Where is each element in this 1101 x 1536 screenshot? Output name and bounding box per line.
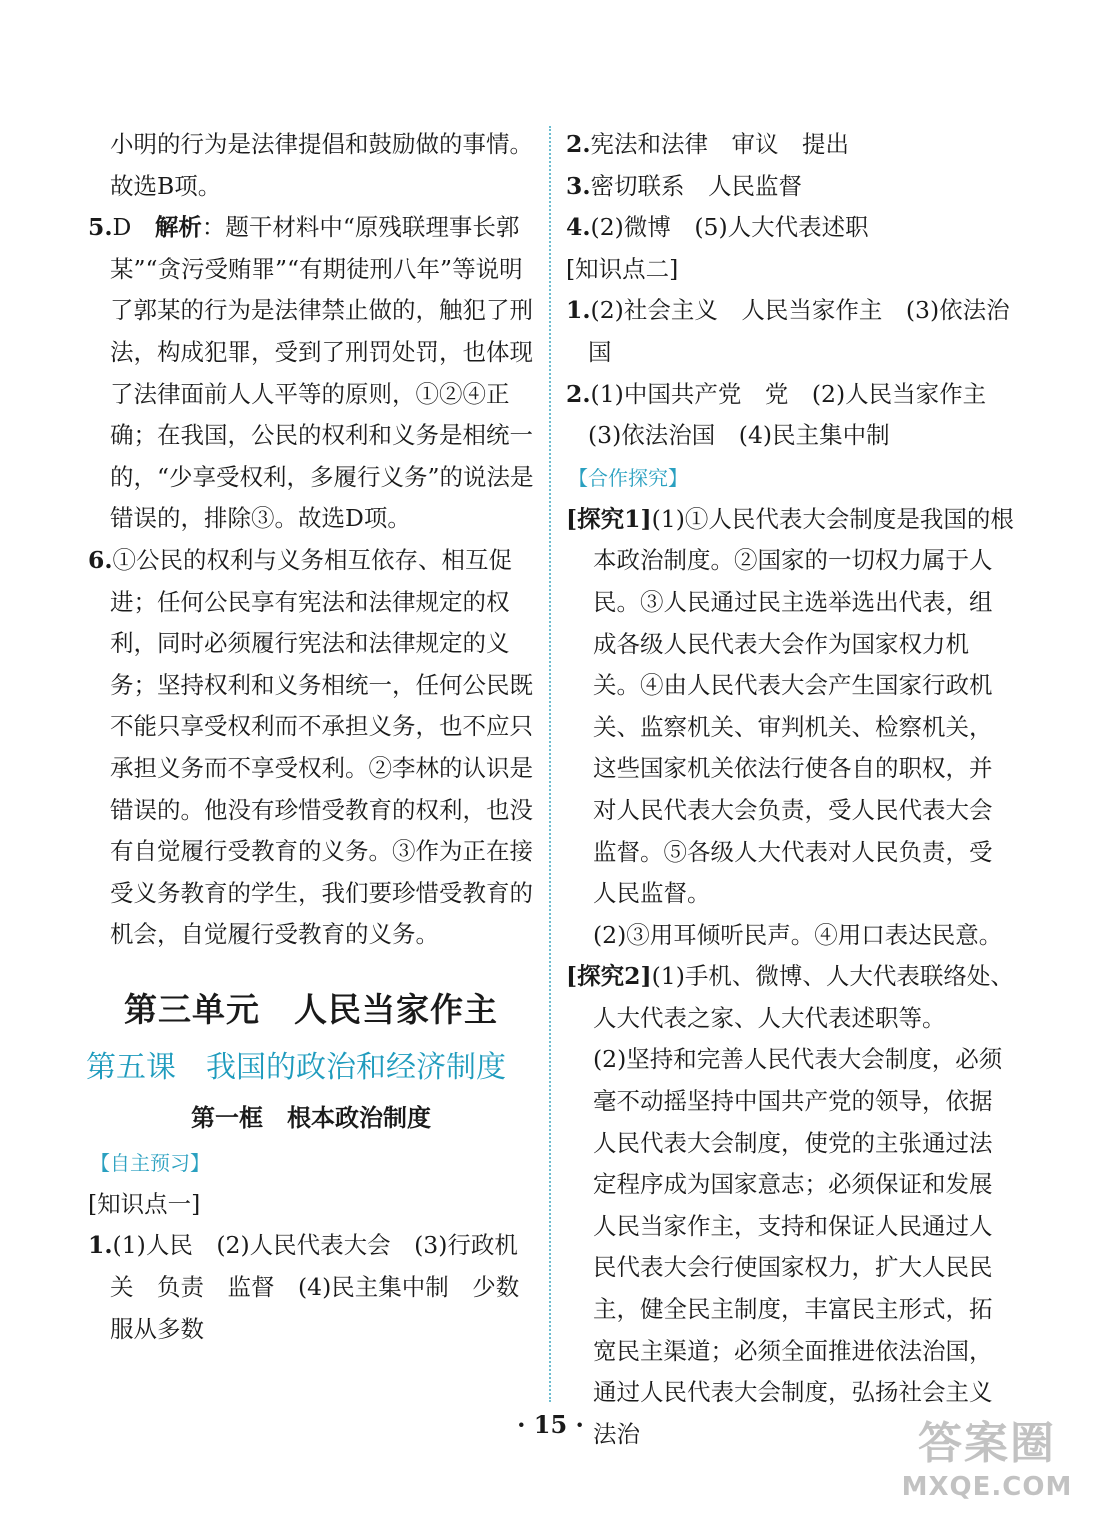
- right-column: [566, 124, 1014, 1455]
- answer-text: ①公民的权利与义务相互依存、相互促进；任何公民享有宪法和法律规定的权利，同时必须履行宪法和法律规定的义务；坚持权利和义务相统一，任何公民既不能只享受权利而不承担义务，也不应只承担义务而不享受权利。②李林的认识是错误的。他没有珍惜受教育的权利，也没有自觉履行受教育的义务。③作为正在接受义务教育的学生，我们要珍惜受教育的机会，自觉履行受教育的义务。: [110, 545, 533, 949]
- item-number: 2.: [566, 379, 591, 408]
- answer-choice: D: [112, 213, 132, 242]
- item-number: 3.: [566, 171, 591, 200]
- preview-answer-3: [566, 166, 1014, 208]
- explore-1: [566, 499, 1014, 915]
- answer-text: (2)微博 (5)人大代表述职: [590, 213, 869, 242]
- preview-answer-2: [566, 124, 1014, 166]
- knowledge-point-1: [知识点一]: [88, 1189, 201, 1218]
- item-number: 5.: [88, 213, 113, 242]
- item-number: 1.: [88, 1231, 113, 1260]
- answer-text: 宪法和法律 审议 提出: [590, 130, 850, 158]
- preview-answer-1: [88, 1225, 534, 1350]
- watermark-url: MXQE.COM: [901, 1472, 1073, 1502]
- explore-label: [探究1]: [566, 504, 652, 533]
- answer-text: (1)中国共产党 党 (2)人民当家作主 (3)依法治国 (4)民主集中制: [588, 379, 1010, 450]
- answer-text: (2)社会主义 人民当家作主 (3)依法治国: [588, 296, 1010, 366]
- explore-2: [566, 956, 1014, 1039]
- column-divider: [549, 126, 551, 1402]
- analysis-text: ：题干材料中“原残联理事长郭某”“贪污受贿罪”“有期徒刑八年”等说明了郭某的行为是法律禁止做的，触犯了刑法，构成犯罪，受到了刑罚处罚，也体现了法律面前人人平等的原则，①②④正确；在我国，公民的权利和义务是相统一的，“少享受权利，多履行义务”的说法是错误的，排除③。故选D项。: [110, 213, 534, 533]
- answer-text: (1)人民 (2)人民代表大会 (3)行政机关 负责 监督 (4)民主集中制 少数服从多数: [110, 1231, 520, 1343]
- explore-text: (1)①人民代表大会制度是我国的根本政治制度。②国家的一切权力属于人民。③人民通过民主选举选出代表，组成各级人民代表大会作为国家权力机关。④由人民代表大会产生国家行政机关、监察机关、审判机关、检察机关，这些国家机关依法行使各自的职权，并对人民代表大会负责，受人民代表大会监督。⑤各级人大代表对人民负责，受人民监督。: [593, 504, 1014, 908]
- left-column: [88, 124, 534, 1350]
- explore-1-part-2: (2)③用耳倾听民声。④用口表达民意。: [593, 920, 1003, 949]
- continuation-text: 小明的行为是法律提倡和鼓励做的事情。故选B项。: [110, 130, 533, 200]
- item-number: 6.: [88, 545, 113, 574]
- kp2-answer-2: [566, 374, 1014, 457]
- item-number: 1.: [566, 296, 591, 325]
- frame-title: 第一框 根本政治制度: [191, 1103, 431, 1132]
- knowledge-point-2: [知识点二]: [566, 254, 679, 283]
- preview-answer-4: [566, 207, 1014, 249]
- section-tag-preview: 【自主预习】: [90, 1150, 210, 1175]
- item-number: 4.: [566, 213, 591, 242]
- explore-text: (1)手机、微博、人大代表联络处、人大代表之家、人大代表述职等。: [593, 962, 1014, 1032]
- answer-5: [88, 207, 534, 540]
- page-number: · 15 ·: [517, 1410, 584, 1439]
- watermark-logo-text: 答案圈: [918, 1418, 1056, 1469]
- unit-title: 第三单元 人民当家作主: [124, 989, 498, 1029]
- analysis-label: 解析: [154, 213, 202, 242]
- kp2-answer-1: [566, 290, 1014, 373]
- answer-6: [88, 540, 534, 956]
- explore-2-part-2: (2)坚持和完善人民代表大会制度，必须毫不动摇坚持中国共产党的领导，依据人民代表大会制度，使党的主张通过法定程序成为国家意志；必须保证和发展人民当家作主，支持和保证人民通过人民代表大会行使国家权力，扩大人民民主，健全民主制度，丰富民主形式，拓宽民主渠道；必须全面推进依法治国，通过人民代表大会制度，弘扬社会主义法治: [593, 1045, 1003, 1448]
- section-tag-cooperation: 【合作探究】: [568, 465, 688, 490]
- lesson-title: 第五课 我国的政治和经济制度: [86, 1049, 506, 1085]
- answer-text: 密切联系 人民监督: [590, 171, 803, 200]
- item-number: 2.: [566, 130, 591, 158]
- watermark-logo: [901, 1416, 1073, 1516]
- explore-label: [探究2]: [566, 962, 652, 991]
